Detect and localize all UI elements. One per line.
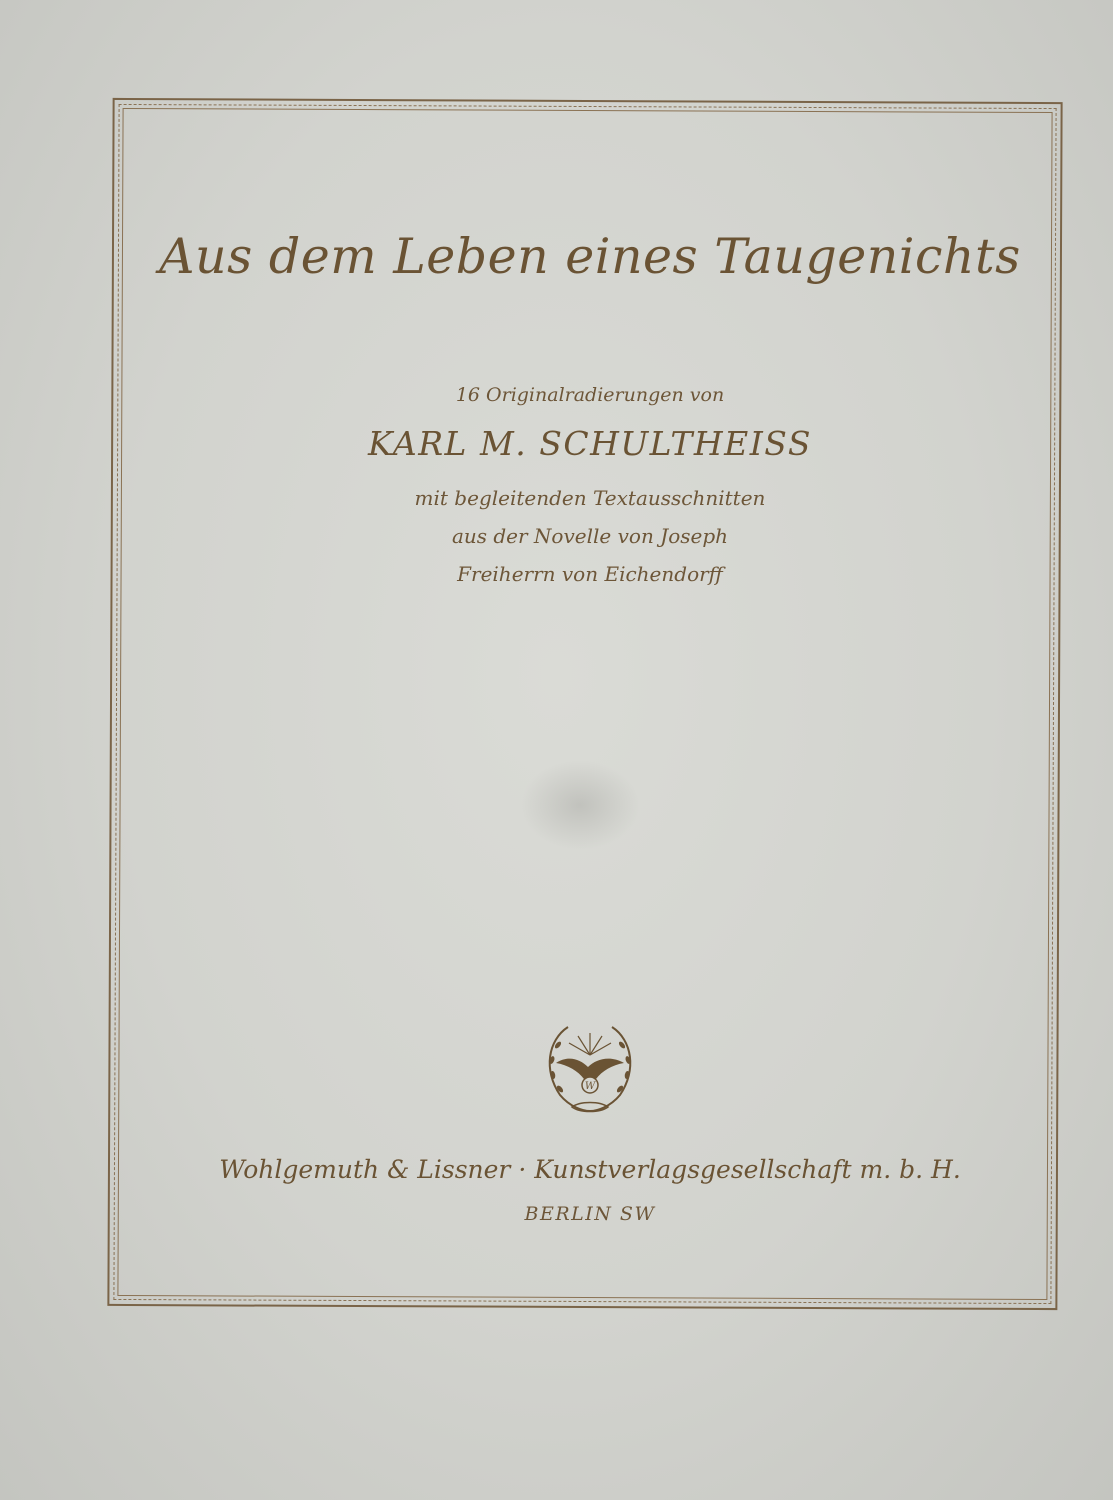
book-title: Aus dem Leben eines Taugenichts <box>159 228 1021 285</box>
eagle-wreath-emblem-icon <box>538 1015 642 1120</box>
description-line: Freiherrn von Eichendorff <box>457 562 723 586</box>
publisher-city: BERLIN SW <box>524 1203 656 1225</box>
author-name: KARL M. SCHULTHEISS <box>368 424 812 463</box>
title-page-content <box>120 100 1060 1300</box>
subtitle: 16 Originalradierungen von <box>455 384 725 406</box>
description-line: mit begleitenden Textausschnitten <box>414 486 766 510</box>
publisher-name: Wohlgemuth & Lissner · Kunstverlagsgesellschaft m. b. H. <box>219 1155 961 1184</box>
description-line: aus der Novelle von Joseph <box>451 524 729 548</box>
emblem-monogram: W <box>584 1081 596 1092</box>
